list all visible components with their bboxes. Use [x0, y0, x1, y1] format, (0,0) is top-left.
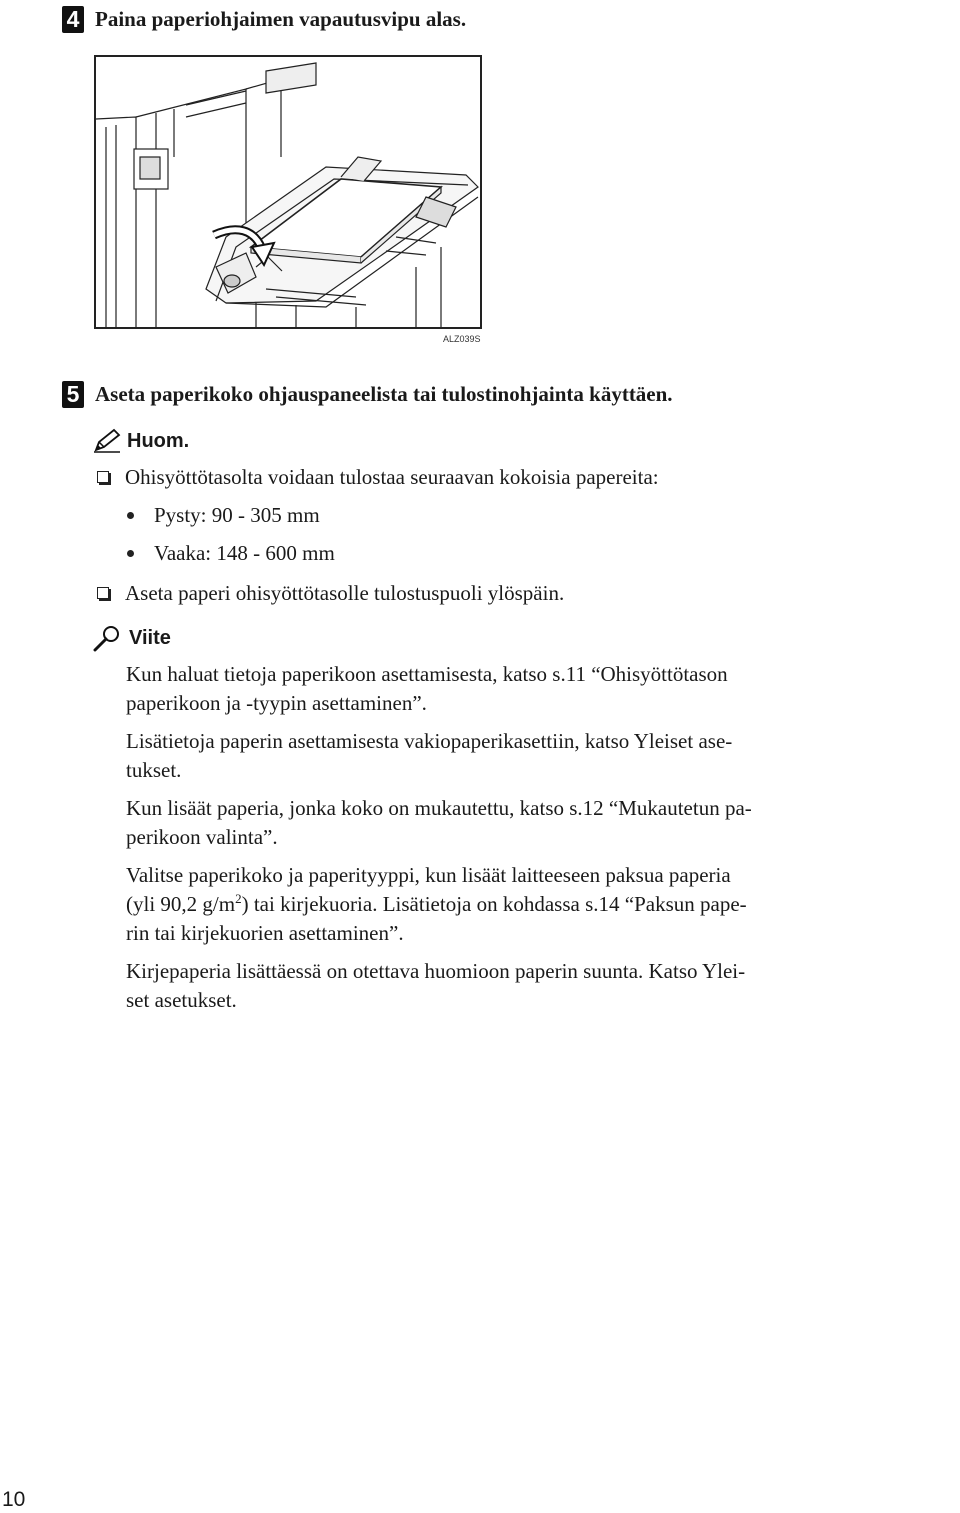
magnifier-icon: [92, 624, 124, 652]
step-5: [62, 381, 673, 408]
reference-paragraph-1: Kun haluat tietoja paperikoon asettamisesta, katso s.11 “Ohisyöttötason paperikoon ja -tyypin asettaminen”.: [126, 662, 728, 715]
printer-bypass-tray-illustration: [96, 57, 480, 327]
step-number-badge: 5: [62, 381, 84, 408]
note-item-print-side: Aseta paperi ohisyöttötasolle tulostuspuoli ylöspäin.: [97, 580, 564, 606]
reference-paragraph-2: Lisätietoja paperin asettamisesta vakiopaperikasettiin, katso Yleiset ase- tukset.: [126, 729, 733, 782]
figure-code: ALZ039S: [443, 334, 481, 344]
reference-heading-label: Viite: [129, 626, 171, 649]
list-item: Vaaka: 148 - 600 mm: [127, 540, 335, 566]
pencil-icon: [92, 428, 122, 454]
reference-paragraph-5: Kirjepaperia lisättäessä on otettava huomioon paperin suunta. Katso Ylei- set asetukset.: [126, 959, 746, 1012]
bullet-icon: [127, 550, 134, 557]
reference-heading: [92, 624, 171, 652]
step-5-instruction: Aseta paperikoko ohjauspaneelista tai tulostinohjainta käyttäen.: [95, 382, 673, 406]
step-number-badge: 4: [62, 6, 84, 33]
bullet-icon: [127, 512, 134, 519]
checkbox-icon: [97, 471, 109, 483]
step-4: [62, 6, 466, 33]
note-heading: [92, 428, 189, 454]
reference-paragraph-3: Kun lisäät paperia, jonka koko on mukautettu, katso s.12 “Mukautetun pa- perikoon valinta”.: [126, 796, 752, 849]
printer-illustration: [94, 55, 482, 329]
list-item: Pysty: 90 - 305 mm: [127, 502, 320, 528]
reference-paragraph-4: Valitse paperikoko ja paperityyppi, kun lisäät laitteeseen paksua paperia (yli 90,2 $g/m^2$) tai kirjekuoria. Lisätietoja on kohdassa s.14 “Paksun pape- rin tai kirjekuorien asettaminen”.: [126, 863, 747, 945]
checkbox-icon: [97, 587, 109, 599]
note-heading-label: Huom.: [127, 429, 190, 452]
page-number: 10: [2, 1488, 26, 1511]
note-item-paper-sizes: Ohisyöttötasolta voidaan tulostaa seuraavan kokoisia papereita:: [97, 464, 659, 490]
step-4-instruction: Paina paperiohjaimen vapautusvipu alas.: [95, 7, 467, 31]
